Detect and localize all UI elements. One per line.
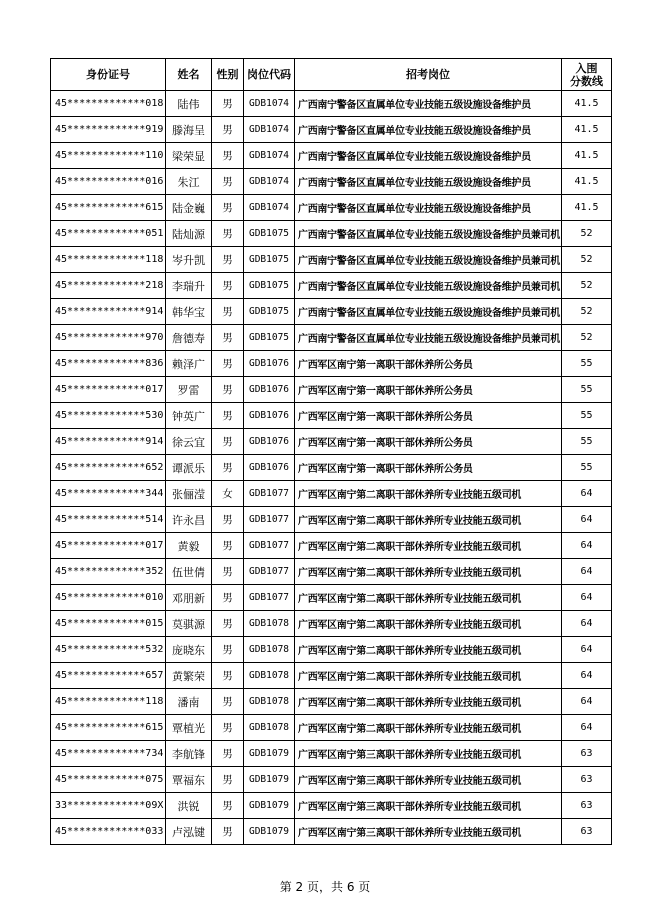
cell-code: GDB1077 xyxy=(244,559,295,585)
cell-position: 广西军区南宁第一离职干部休养所公务员 xyxy=(295,429,562,455)
table-row xyxy=(51,429,612,455)
cell-position: 广西南宁警备区直属单位专业技能五级设施设备维护员 xyxy=(295,117,562,143)
table-row xyxy=(51,221,612,247)
cell-position: 广西军区南宁第二离职干部休养所专业技能五级司机 xyxy=(295,559,562,585)
cell-position: 广西军区南宁第二离职干部休养所专业技能五级司机 xyxy=(295,533,562,559)
cell-name: 徐云宜 xyxy=(166,429,212,455)
cell-position: 广西南宁警备区直属单位专业技能五级设施设备维护员 xyxy=(295,91,562,117)
cell-position: 广西南宁警备区直属单位专业技能五级设施设备维护员兼司机 xyxy=(295,325,562,351)
cell-position: 广西军区南宁第二离职干部休养所专业技能五级司机 xyxy=(295,507,562,533)
cell-name: 钟英广 xyxy=(166,403,212,429)
cell-code: GDB1079 xyxy=(244,819,295,845)
table-row xyxy=(51,793,612,819)
cell-id: 45*************734 xyxy=(51,741,166,767)
cell-score: 55 xyxy=(562,351,612,377)
cell-id: 45*************051 xyxy=(51,221,166,247)
cell-id: 33*************09X xyxy=(51,793,166,819)
cell-gender: 男 xyxy=(212,169,244,195)
cell-gender: 男 xyxy=(212,741,244,767)
cell-position: 广西军区南宁第二离职干部休养所专业技能五级司机 xyxy=(295,585,562,611)
cell-position: 广西南宁警备区直属单位专业技能五级设施设备维护员 xyxy=(295,143,562,169)
cell-score: 55 xyxy=(562,429,612,455)
cell-gender: 男 xyxy=(212,559,244,585)
table-row xyxy=(51,455,612,481)
table-row xyxy=(51,611,612,637)
cell-gender: 男 xyxy=(212,455,244,481)
cell-position: 广西南宁警备区直属单位专业技能五级设施设备维护员 xyxy=(295,169,562,195)
cell-id: 45*************970 xyxy=(51,325,166,351)
cell-name: 梁荣显 xyxy=(166,143,212,169)
cell-score: 63 xyxy=(562,767,612,793)
table-row xyxy=(51,819,612,845)
cell-code: GDB1075 xyxy=(244,299,295,325)
header-name: 姓名 xyxy=(166,59,212,91)
cell-score: 64 xyxy=(562,611,612,637)
cell-gender: 男 xyxy=(212,221,244,247)
table-row xyxy=(51,767,612,793)
cell-code: GDB1074 xyxy=(244,195,295,221)
cell-id: 45*************015 xyxy=(51,611,166,637)
cell-score: 64 xyxy=(562,481,612,507)
table-row xyxy=(51,143,612,169)
header-score xyxy=(562,59,612,91)
cell-code: GDB1074 xyxy=(244,117,295,143)
cell-position: 广西南宁警备区直属单位专业技能五级设施设备维护员兼司机 xyxy=(295,273,562,299)
cell-score: 41.5 xyxy=(562,143,612,169)
header-gender: 性别 xyxy=(212,59,244,91)
cell-code: GDB1077 xyxy=(244,533,295,559)
cell-code: GDB1075 xyxy=(244,325,295,351)
cell-gender: 男 xyxy=(212,585,244,611)
cell-code: GDB1075 xyxy=(244,247,295,273)
header-score-line2: 分数线 xyxy=(570,74,603,88)
cell-score: 55 xyxy=(562,455,612,481)
cell-id: 45*************914 xyxy=(51,429,166,455)
table-row xyxy=(51,91,612,117)
cell-name: 李瑞升 xyxy=(166,273,212,299)
table-row xyxy=(51,715,612,741)
cell-id: 45*************118 xyxy=(51,247,166,273)
cell-name: 赖泽广 xyxy=(166,351,212,377)
cell-name: 覃植光 xyxy=(166,715,212,741)
table-row xyxy=(51,273,612,299)
cell-score: 64 xyxy=(562,507,612,533)
cell-gender: 女 xyxy=(212,481,244,507)
cell-score: 41.5 xyxy=(562,195,612,221)
header-code: 岗位代码 xyxy=(244,59,295,91)
cell-position: 广西军区南宁第二离职干部休养所专业技能五级司机 xyxy=(295,689,562,715)
cell-name: 韩华宝 xyxy=(166,299,212,325)
cell-score: 63 xyxy=(562,793,612,819)
cell-id: 45*************118 xyxy=(51,689,166,715)
cell-position: 广西军区南宁第一离职干部休养所公务员 xyxy=(295,403,562,429)
cell-name: 黄毅 xyxy=(166,533,212,559)
table-row xyxy=(51,481,612,507)
cell-code: GDB1077 xyxy=(244,507,295,533)
cell-code: GDB1079 xyxy=(244,741,295,767)
table-row xyxy=(51,351,612,377)
cell-name: 滕海呈 xyxy=(166,117,212,143)
cell-code: GDB1074 xyxy=(244,169,295,195)
cell-gender: 男 xyxy=(212,143,244,169)
cell-position: 广西军区南宁第三离职干部休养所专业技能五级司机 xyxy=(295,793,562,819)
table-row xyxy=(51,637,612,663)
table-row xyxy=(51,689,612,715)
table-body xyxy=(51,91,612,845)
cell-id: 45*************652 xyxy=(51,455,166,481)
cell-name: 伍世倩 xyxy=(166,559,212,585)
cell-gender: 男 xyxy=(212,663,244,689)
cell-id: 45*************615 xyxy=(51,715,166,741)
header-id: 身份证号 xyxy=(51,59,166,91)
cell-gender: 男 xyxy=(212,429,244,455)
cell-gender: 男 xyxy=(212,689,244,715)
cell-code: GDB1079 xyxy=(244,767,295,793)
cell-score: 64 xyxy=(562,689,612,715)
table-row xyxy=(51,585,612,611)
cell-score: 52 xyxy=(562,247,612,273)
cell-name: 谭派乐 xyxy=(166,455,212,481)
table-header-row xyxy=(51,59,612,91)
cell-id: 45*************352 xyxy=(51,559,166,585)
cell-id: 45*************344 xyxy=(51,481,166,507)
cell-id: 45*************017 xyxy=(51,533,166,559)
cell-gender: 男 xyxy=(212,403,244,429)
cell-name: 卢泓键 xyxy=(166,819,212,845)
cell-code: GDB1076 xyxy=(244,377,295,403)
table-row xyxy=(51,325,612,351)
table-row xyxy=(51,117,612,143)
cell-position: 广西军区南宁第一离职干部休养所公务员 xyxy=(295,377,562,403)
cell-id: 45*************919 xyxy=(51,117,166,143)
table-row xyxy=(51,663,612,689)
table-row xyxy=(51,299,612,325)
candidate-table xyxy=(50,58,612,845)
cell-name: 陆伟 xyxy=(166,91,212,117)
cell-id: 45*************615 xyxy=(51,195,166,221)
cell-gender: 男 xyxy=(212,351,244,377)
cell-position: 广西军区南宁第一离职干部休养所公务员 xyxy=(295,351,562,377)
table-row xyxy=(51,507,612,533)
table-row xyxy=(51,533,612,559)
cell-code: GDB1076 xyxy=(244,403,295,429)
cell-code: GDB1078 xyxy=(244,611,295,637)
cell-gender: 男 xyxy=(212,533,244,559)
cell-score: 64 xyxy=(562,637,612,663)
table-row xyxy=(51,559,612,585)
cell-score: 52 xyxy=(562,273,612,299)
cell-gender: 男 xyxy=(212,117,244,143)
cell-name: 莫骐源 xyxy=(166,611,212,637)
cell-code: GDB1074 xyxy=(244,91,295,117)
cell-position: 广西南宁警备区直属单位专业技能五级设施设备维护员兼司机 xyxy=(295,221,562,247)
cell-name: 陆金巍 xyxy=(166,195,212,221)
header-position: 招考岗位 xyxy=(295,59,562,91)
cell-name: 邓朋新 xyxy=(166,585,212,611)
cell-name: 岑升凯 xyxy=(166,247,212,273)
cell-position: 广西军区南宁第一离职干部休养所公务员 xyxy=(295,455,562,481)
cell-id: 45*************075 xyxy=(51,767,166,793)
cell-id: 45*************914 xyxy=(51,299,166,325)
cell-id: 45*************017 xyxy=(51,377,166,403)
cell-name: 詹德寿 xyxy=(166,325,212,351)
cell-score: 55 xyxy=(562,403,612,429)
cell-score: 41.5 xyxy=(562,169,612,195)
cell-position: 广西军区南宁第二离职干部休养所专业技能五级司机 xyxy=(295,637,562,663)
cell-position: 广西军区南宁第三离职干部休养所专业技能五级司机 xyxy=(295,741,562,767)
cell-position: 广西南宁警备区直属单位专业技能五级设施设备维护员 xyxy=(295,195,562,221)
cell-position: 广西军区南宁第二离职干部休养所专业技能五级司机 xyxy=(295,481,562,507)
cell-score: 52 xyxy=(562,325,612,351)
cell-gender: 男 xyxy=(212,299,244,325)
page-footer: 第 2 页，共 6 页 xyxy=(279,880,371,894)
cell-code: GDB1076 xyxy=(244,429,295,455)
cell-code: GDB1077 xyxy=(244,585,295,611)
cell-gender: 男 xyxy=(212,273,244,299)
cell-code: GDB1075 xyxy=(244,273,295,299)
table-row xyxy=(51,741,612,767)
cell-name: 庞晓东 xyxy=(166,637,212,663)
cell-gender: 男 xyxy=(212,767,244,793)
cell-position: 广西军区南宁第二离职干部休养所专业技能五级司机 xyxy=(295,663,562,689)
cell-gender: 男 xyxy=(212,91,244,117)
cell-score: 64 xyxy=(562,533,612,559)
cell-position: 广西南宁警备区直属单位专业技能五级设施设备维护员兼司机 xyxy=(295,299,562,325)
cell-gender: 男 xyxy=(212,637,244,663)
cell-name: 潘南 xyxy=(166,689,212,715)
cell-code: GDB1076 xyxy=(244,351,295,377)
cell-id: 45*************836 xyxy=(51,351,166,377)
cell-gender: 男 xyxy=(212,793,244,819)
cell-score: 41.5 xyxy=(562,91,612,117)
cell-position: 广西军区南宁第二离职干部休养所专业技能五级司机 xyxy=(295,715,562,741)
cell-code: GDB1077 xyxy=(244,481,295,507)
cell-id: 45*************010 xyxy=(51,585,166,611)
cell-name: 陆灿源 xyxy=(166,221,212,247)
cell-id: 45*************657 xyxy=(51,663,166,689)
cell-position: 广西军区南宁第二离职干部休养所专业技能五级司机 xyxy=(295,611,562,637)
cell-id: 45*************033 xyxy=(51,819,166,845)
cell-position: 广西军区南宁第三离职干部休养所专业技能五级司机 xyxy=(295,819,562,845)
cell-name: 洪锐 xyxy=(166,793,212,819)
cell-score: 64 xyxy=(562,559,612,585)
cell-gender: 男 xyxy=(212,195,244,221)
cell-gender: 男 xyxy=(212,507,244,533)
cell-id: 45*************514 xyxy=(51,507,166,533)
cell-code: GDB1074 xyxy=(244,143,295,169)
cell-position: 广西南宁警备区直属单位专业技能五级设施设备维护员兼司机 xyxy=(295,247,562,273)
cell-code: GDB1079 xyxy=(244,793,295,819)
cell-gender: 男 xyxy=(212,377,244,403)
cell-name: 罗雷 xyxy=(166,377,212,403)
cell-score: 55 xyxy=(562,377,612,403)
cell-id: 45*************110 xyxy=(51,143,166,169)
cell-name: 张俪滢 xyxy=(166,481,212,507)
cell-name: 朱江 xyxy=(166,169,212,195)
cell-score: 41.5 xyxy=(562,117,612,143)
table-row xyxy=(51,403,612,429)
cell-gender: 男 xyxy=(212,819,244,845)
cell-score: 52 xyxy=(562,221,612,247)
cell-score: 63 xyxy=(562,741,612,767)
table-row xyxy=(51,169,612,195)
cell-score: 64 xyxy=(562,715,612,741)
cell-id: 45*************016 xyxy=(51,169,166,195)
cell-code: GDB1076 xyxy=(244,455,295,481)
cell-name: 覃福东 xyxy=(166,767,212,793)
cell-gender: 男 xyxy=(212,611,244,637)
cell-id: 45*************530 xyxy=(51,403,166,429)
table-row xyxy=(51,247,612,273)
cell-id: 45*************218 xyxy=(51,273,166,299)
cell-score: 52 xyxy=(562,299,612,325)
cell-code: GDB1078 xyxy=(244,637,295,663)
cell-position: 广西军区南宁第三离职干部休养所专业技能五级司机 xyxy=(295,767,562,793)
table-row xyxy=(51,377,612,403)
cell-score: 64 xyxy=(562,663,612,689)
cell-score: 64 xyxy=(562,585,612,611)
cell-id: 45*************532 xyxy=(51,637,166,663)
cell-code: GDB1078 xyxy=(244,689,295,715)
cell-name: 李航锋 xyxy=(166,741,212,767)
cell-gender: 男 xyxy=(212,247,244,273)
cell-code: GDB1078 xyxy=(244,663,295,689)
cell-score: 63 xyxy=(562,819,612,845)
cell-gender: 男 xyxy=(212,715,244,741)
cell-gender: 男 xyxy=(212,325,244,351)
cell-code: GDB1075 xyxy=(244,221,295,247)
cell-id: 45*************018 xyxy=(51,91,166,117)
cell-code: GDB1078 xyxy=(244,715,295,741)
header-score-line1: 入围 xyxy=(575,61,598,75)
cell-name: 许永昌 xyxy=(166,507,212,533)
cell-name: 黄繁荣 xyxy=(166,663,212,689)
table-row xyxy=(51,195,612,221)
